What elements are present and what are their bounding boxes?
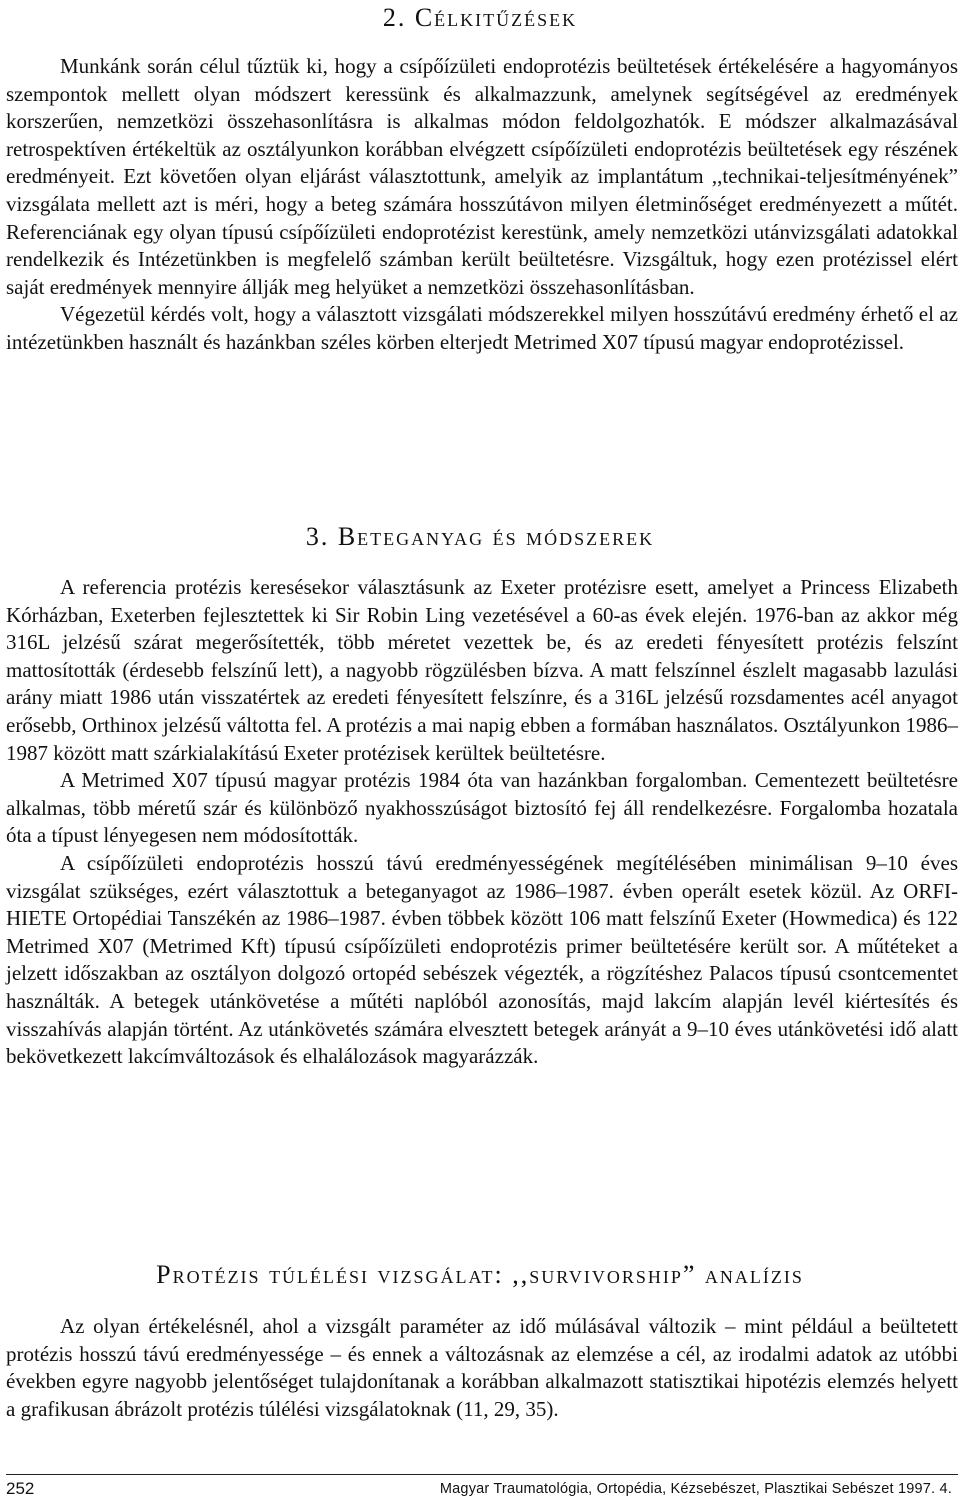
- section-body-survivorship: [6, 1313, 958, 1423]
- page-number: 252: [6, 1479, 35, 1498]
- paragraph: Végezetül kérdés volt, hogy a választott vizsgálati módszerekkel milyen hosszútávú eredmény érhető el az intézetünkben használt és hazánkban széles körben elterjedt Metrimed X07 típusú magyar endoprotézissel.: [6, 302, 958, 354]
- section-heading-materials: 3. Beteganyag és módszerek: [305, 522, 655, 551]
- paragraph: Az olyan értékelésnél, ahol a vizsgált paraméter az idő múlásával változik – mint például a beültetett protézis hosszú távú eredményessége – és ennek a változásnak az elemzése a cél, az irodalmi adatok az utóbbi években egyre nagyobb jelentőséget tulajdonítanak a korábban alkalmazott statisztikai hipotézis elemzés helyett a grafikusan ábrázolt protézis túlélési vizsgálatoknak (11, 29, 35).: [6, 1314, 958, 1421]
- section-body-goals: [6, 53, 958, 357]
- section-heading-goals: 2. Célkitűzések: [382, 3, 578, 32]
- section-heading-survivorship: Protézis túlélési vizsgálat: ,,survivorship” analízis: [156, 1260, 804, 1289]
- footer-rule: [6, 1474, 958, 1475]
- section-body-materials: [6, 574, 958, 1071]
- journal-citation: Magyar Traumatológia, Ortopédia, Kézsebészet, Plasztikai Sebészet 1997. 4.: [439, 1481, 952, 1497]
- paragraph: A referencia protézis keresésekor választásunk az Exeter protézisre esett, amelyet a Princess Elizabeth Kórházban, Exeterben fejlesztettek ki Sir Robin Ling vezetésével a 60-as évek elején. 1976-ban az akkor még 316L jelzésű szárat megerősítették, több méretet vezettek be, és az eredeti fényesített protézis felszínt mattosították (érdesebb felszínű lett), a nagyobb rögzülésben bízva. A matt felszínnel észlelt magasabb lazulási arány miatt 1986 után visszatértek az eredeti fényesített felszínre, és a 316L jelzésű rozsdamentes acél anyagot erősebb, Orthinox jelzésű váltotta fel. A protézis a mai napig ebben a formában használatos. Osztályunkon 1986–1987 között matt szárkialakítású Exeter protézisek kerültek beültetésre.: [6, 575, 958, 765]
- paragraph: A csípőízületi endoprotézis hosszú távú eredményességének megítélésében minimálisan 9–10 éves vizsgálat szükséges, ezért választottuk a beteganyagot az 1986–1987. évben operált esetek közül. Az ORFI-HIETE Ortopédiai Tanszékén az 1986–1987. évben többek között 106 matt felszínű Exeter (Howmedica) és 122 Metrimed X07 (Metrimed Kft) típusú csípőízületi endoprotézis primer beültetésére került sor. A műtéteket a jelzett időszakban az osztályon dolgozó ortopéd sebészek végezték, a rögzítéshez Palacos típusú csontcementet használták. A betegek utánkövetése a műtéti naplóból azonosítás, majd lakcím alapján levél kiértesítés és visszahívás alapján történt. Az utánkövetés számára elvesztett betegek arányát a 9–10 éves utánkövetési idő alatt bekövetkezett lakcímváltozások és elhalálozások magyarázzák.: [6, 850, 958, 1069]
- paragraph: Munkánk során célul tűztük ki, hogy a csípőízületi endoprotézis beültetések értékelésére a hagyományos szempontok mellett olyan módszert keressünk és alkalmazzunk, amelynek segítségével az eredmények korszerűen, nemzetközi összehasonlításra is alkalmas módon feldolgozhatók. E módszer alkalmazásával retrospektíven értékeltük az osztályunkon korábban elvégzett csípőízületi endoprotézis beültetések egy részének eredményeit. Ezt követően olyan eljárást választottunk, amelyik az implantátum ,,technikai-teljesítményének” vizsgálata mellett azt is méri, hogy a beteg számára hosszútávon milyen életminőséget eredményezett a műtét. Referenciának egy olyan típusú csípőízületi endoprotézist kerestünk, amely nemzetközi utánvizsgálati adatokkal rendelkezik és Intézetünkben is megfelelő számban került beültetésre. Vizsgáltuk, hogy ezen protézissel elért saját eredmények mennyire állják meg helyüket a nemzetközi összehasonlításban.: [6, 54, 958, 299]
- paragraph: A Metrimed X07 típusú magyar protézis 1984 óta van hazánkban forgalomban. Cementezett beültetésre alkalmas, több méretű szár és különböző nyakhosszúságot biztosító fej áll rendelkezésre. Forgalomba hozatala óta a típust lényegesen nem módosították.: [6, 768, 958, 848]
